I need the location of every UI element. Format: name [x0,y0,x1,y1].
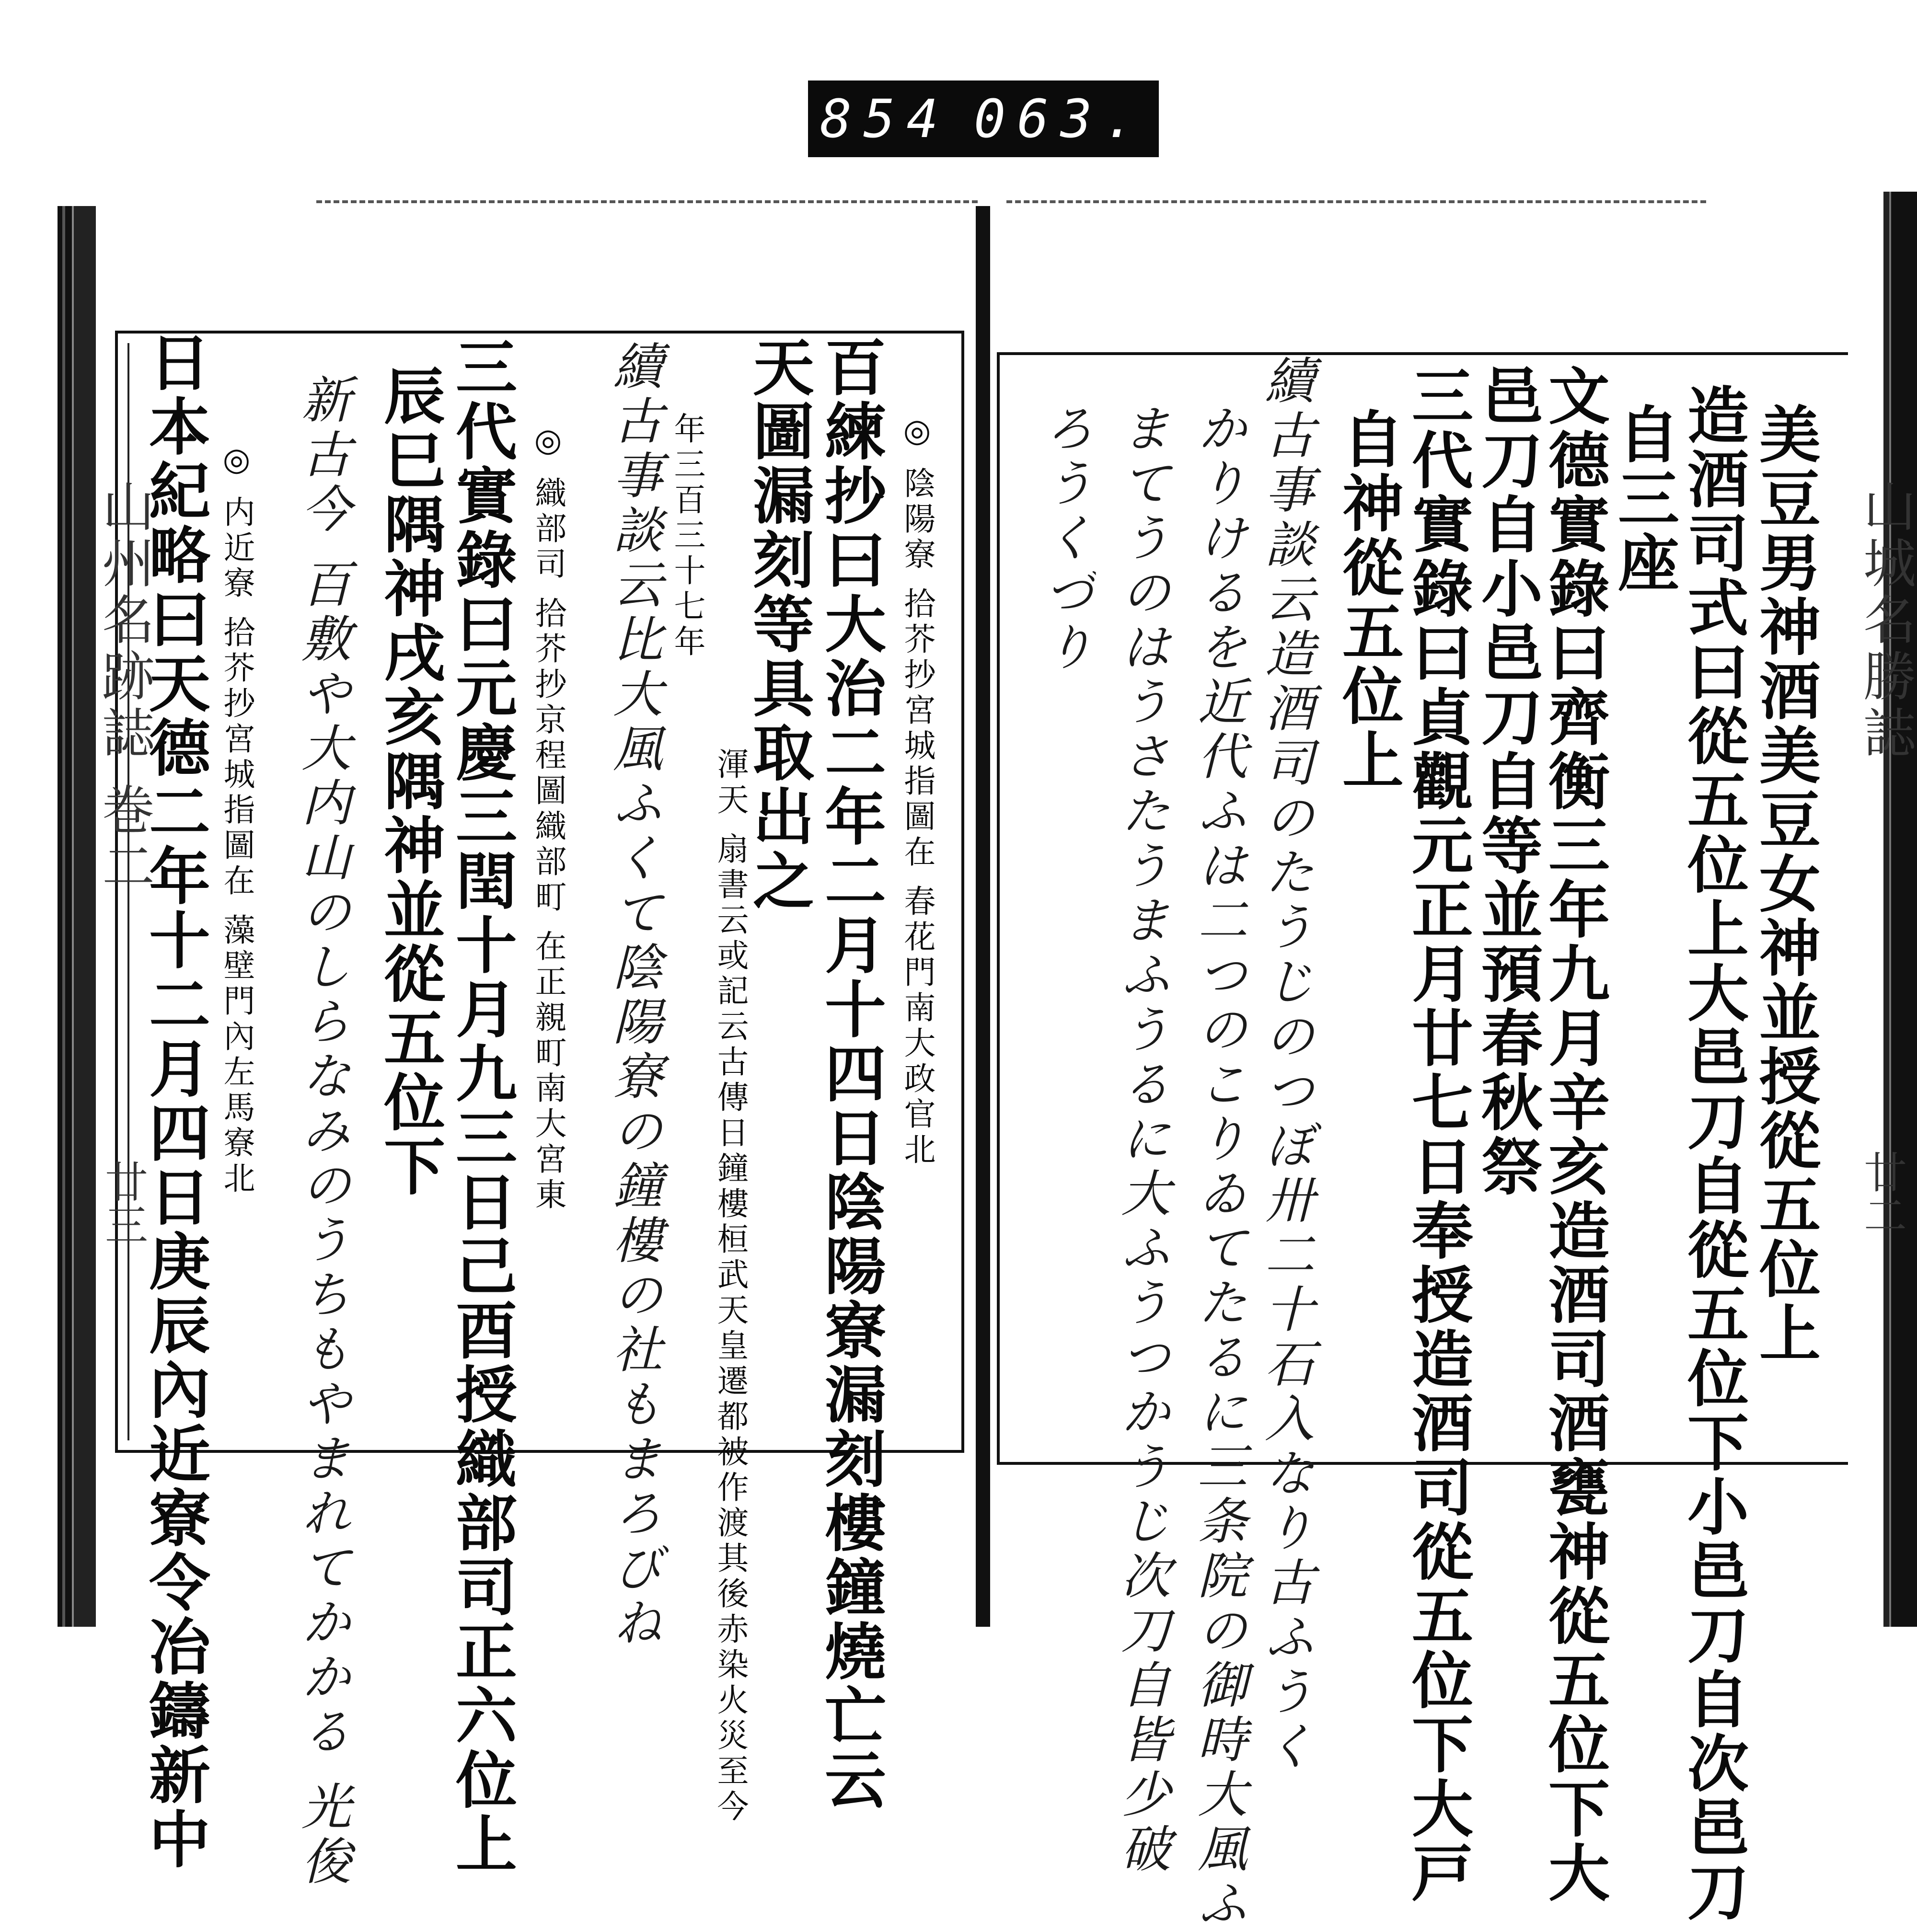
left-col-3: 天圖漏刻等具取出之 [742,335,814,913]
left-col-9: 辰巳隅神戌亥隅神並從五位下 [373,364,445,1199]
book-spine [976,206,990,1627]
top-edge-right [1006,200,1706,203]
right-leaf-number: 廿二 [1856,1150,1906,1236]
right-col-1: 美豆男神酒美豆女神並授從五位上 [1749,402,1821,1366]
right-col-5: 邑刀自小邑刀自等並預春秋祭 [1471,364,1543,1199]
right-margin-title: 山城名勝誌 [1855,479,1916,762]
right-col-2: 造酒司式曰從五位上大邑刀自從五位下小邑刀自次邑刀 [1677,383,1749,1924]
right-col-4: 文德實錄曰齊衡三年九月辛亥造酒司酒甕神從五位下大 [1538,364,1610,1905]
left-margin-title: 山州名跡誌 巻二 [93,479,155,896]
archive-label-part2: 063. [973,88,1147,150]
left-col-4: 渾天 扇書云或記云古傳日鐘樓桓武天皇遷都被作渡其後赤染火災至今 [712,748,749,1825]
left-col-1: ◎ 陰陽寮 拾芥抄宮城指圖在 春花門南大政官北 [899,412,935,1168]
right-col-7: 自神從五位上 [1332,407,1404,793]
right-col-9: かりけるを近代ふは二つのこりゐてたるに三条院の御時大風ふ [1189,402,1247,1932]
left-col-6: 續古事談云比大風ふくて陰陽寮の鐘樓の社もまろびね [604,340,663,1651]
left-col-8: 三代實錄曰元慶三閏十月九三日己酉授織部司正六位上 [445,335,517,1876]
archive-label-part1: 854 [820,88,950,150]
top-edge-left [316,200,978,203]
right-col-8: 續古事談云造酒司のたうじのつぼ卅二十石入なり古ふうく [1256,355,1315,1775]
right-binding-edge [1883,192,1917,1627]
left-col-2: 百練抄曰大治二年二月十四日陰陽寮漏刻樓鐘燒亡云 [814,335,886,1812]
left-col-7: ◎ 織部司 拾芥抄京程圖織部町 在正親町南大宮東 [530,422,566,1213]
left-col-12: 日本紀略曰天德二年十二月四日庚辰內近寮令冶鑄新中 [139,331,210,1872]
left-col-11: ◎ 内近寮 拾芥抄宮城指圖在 藻壁門內左馬寮北 [218,441,255,1197]
left-col-10: 新古今 百敷や大内山のしらなみのうちもやまれてかかる 光俊 [293,374,351,1890]
right-col-11: ろうくづり [1036,402,1094,676]
left-col-5: 年三百三十七年 [669,412,705,660]
right-col-10: まてうのはうさたうまふうるに大ふうつかうじ次刀自皆少破 [1112,402,1171,1877]
archive-label [808,80,1159,157]
left-leaf-number: 廿三 [97,1160,148,1246]
left-binding-edge [58,206,96,1627]
right-col-6: 三代實錄曰貞觀元正月廿七日奉授造酒司從五位下大戸 [1401,364,1473,1905]
right-col-3: 自三座 [1607,402,1679,595]
